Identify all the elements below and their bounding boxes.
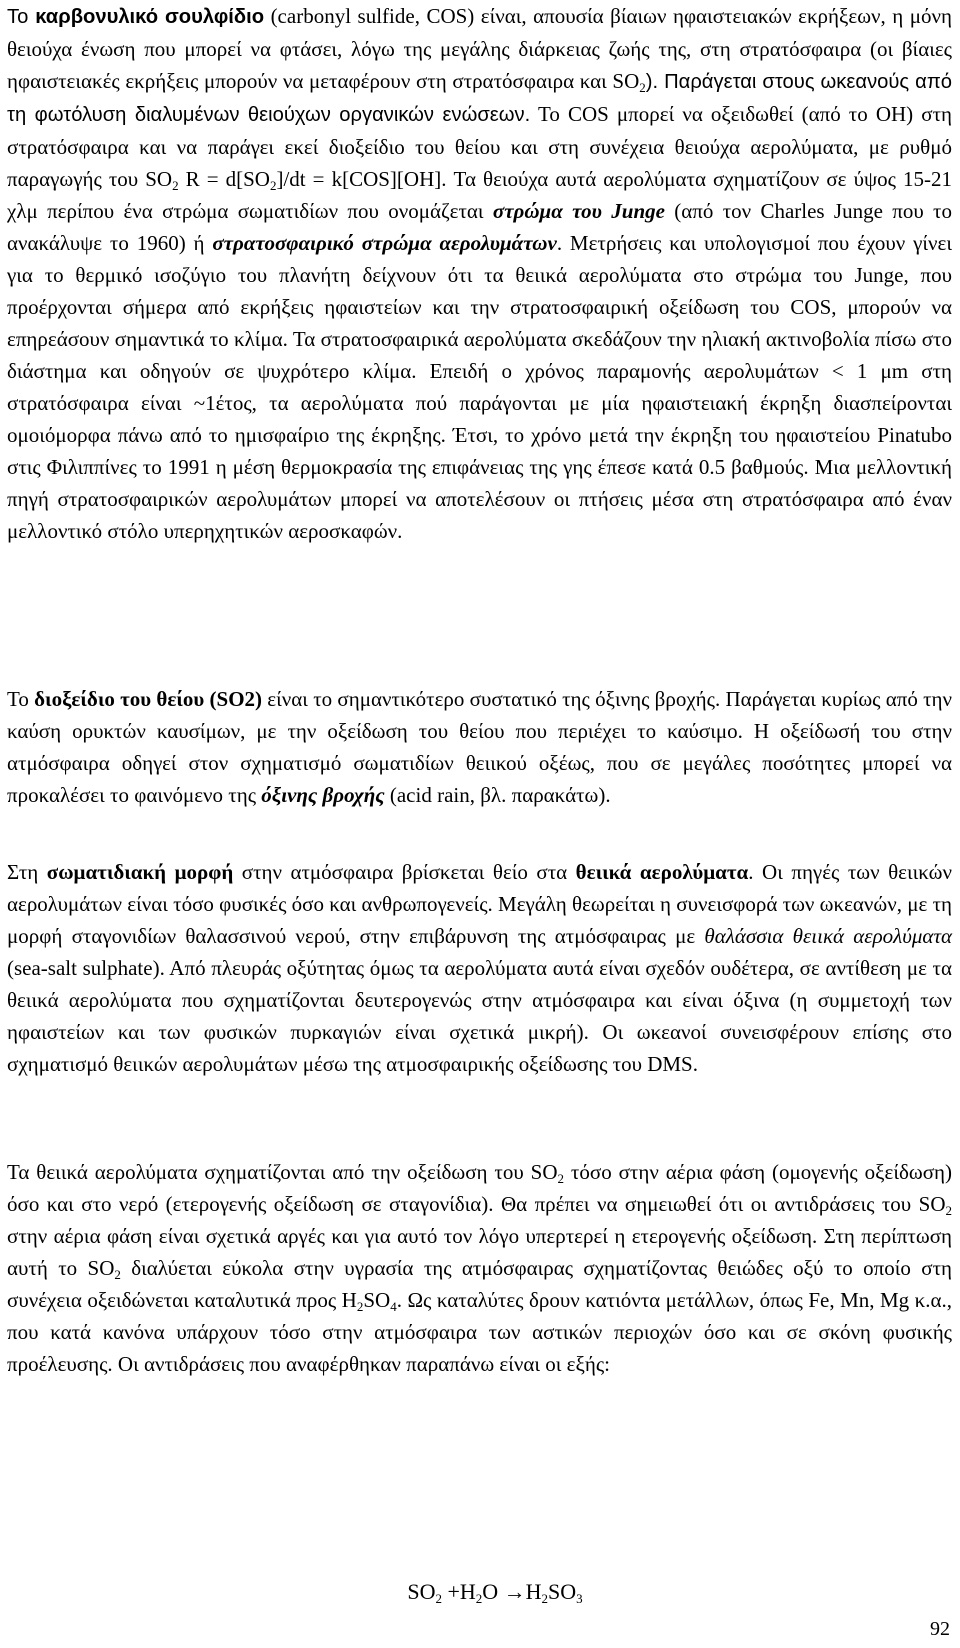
paragraph-sulfate-formation (7, 1156, 952, 1380)
text-run: Το COS μπορεί να οξειδωθεί (από το OH) στη στρατόσφαιρα και να παράγει εκεί διοξείδιο του θείου και στη συνέχεια θειούχα αερολύματα, με ρυθμό παραγωγής του SO (7, 102, 952, 191)
text-run: Το (7, 687, 35, 711)
paragraph-particulate-form (7, 856, 952, 1080)
text-run: (από τον Charles Junge που το ανακάλυψε το 1960) ή (7, 199, 952, 255)
text-run: στην αέρια φάση είναι σχετικά αργές και για αυτό τον λόγο υπερτερεί η ετερογενής οξείδωση. Στη περίπτωση αυτή το SO (7, 1224, 952, 1280)
text-run: . Ως καταλύτες δρουν κατιόντα μετάλλων, όπως Fe, Mn, Mg κ.α., που κατά κανόνα υπάρχουν τόσο στην ατμόσφαιρα των αστικών περιοχών όσο και σε σκόνη φυσικής προέλευσης. Οι αντιδράσεις που αναφέρθηκαν παραπάνω είναι οι εξής: (7, 1288, 952, 1376)
paragraph-carbonyl-sulfide (7, 0, 952, 547)
subscript: 2 (557, 1171, 565, 1186)
text-run: είναι το σημαντικότερο συστατικό της όξινης βροχής. Παράγεται κυρίως από την καύση ορυκτών καυσίμων, με την οξείδωση του θείου που περιέχει το καύσιμο. Η οξείδωσή του στην ατμόσφαιρα οδηγεί στον σχηματισμό σωματιδίων θειικού οξέως, που σε μεγάλες ποσότητες μπορεί να προκαλέσει το φαινόμενο της (7, 687, 953, 807)
subscript: 2 (114, 1267, 121, 1282)
subscript: 3 (576, 1591, 583, 1606)
text-run: (carbonyl sulfide, COS) είναι, απουσία βίαιων ηφαιστειακών εκρήξεων, η μόνη θειούχα ένωση που μπορεί να φτάσει, λόγω της μεγάλης διάρκειας ζωής της, στη στρατόσφαιρα (οι βίαιες ηφαιστειακές εκρήξεις μπορούν να μεταφέρουν στη στρατόσφαιρα και SO (7, 4, 952, 93)
term-carbonyl-sulfide: καρβονυλικό σουλφίδιο (35, 6, 265, 28)
text-run: Τα θειούχα αυτά αερολύματα σχηματίζουν σε ύψος 15-21 χλμ περίπου ένα στρώμα σωματιδίων που ονομάζεται (7, 167, 952, 223)
paragraph-sulfur-dioxide (7, 683, 952, 811)
subscript: 2 (435, 1591, 442, 1606)
term-stratospheric-aerosol-layer: στρατοσφαιρικό στρώμα αερολυμάτων (212, 231, 557, 255)
text-run: (acid rain, βλ. παρακάτω). (384, 783, 611, 807)
subscript: 2 (475, 1591, 483, 1606)
term-sulfate-aerosols: θειικά αερολύματα (575, 860, 749, 884)
term-sea-salt-sulfate: θαλάσσια θειικά αερολύματα (704, 924, 952, 948)
term-sulfur-dioxide: διοξείδιο του θείου (SO2) (34, 687, 263, 711)
text-run: . Οι πηγές των θειικών αερολυμάτων είναι τόσο φυσικές όσο και ανθρωπογενείς. Μεγάλη θεωρείται η συνεισφορά των ωκεανών, με τη μορφή σταγονιδίων θαλασσινού νερού, στην επιβάρυνση της ατμόσφαιρας με (7, 860, 952, 948)
text-run: . Μετρήσεις και υπολογισμοί που έχουν γίνει για το θερμικό ισοζύγιο του πλανήτη δείχνουν ότι τα θειικά αερολύματα στο στρώμα του Junge, που προέρχονται σήμερα από εκρήξεις ηφαιστείων και την στρατοσφαιρική οξείδωση του COS, μπορούν να επηρεάσουν σημαντικά το κλίμα. Τα στρατοσφαιρικά αερολύματα σκεδάζουν την ηλιακή ακτινοβολία πίσω στο διάστημα και οδηγούν σε ψυχρότερο κλίμα. Επειδή ο χρόνος παραμονής αερολυμάτων < 1 μm στη στρατόσφαιρα είναι ~1έτος, τα αερολύματα πού παράγονται με μία ηφαιστειακή έκρηξη διασπείρονται ομοιόμορφα πάνω από το ημισφαίριο της έκρηξης. Έτσι, το χρόνο μετά την έκρηξη του ηφαιστείου Pinatubo στις Φιλιππίνες το 1991 η μέση θερμοκρασία της επιφάνειας της γης έπεσε κατά 0.5 βαθμούς. Μια μελλοντική πηγή στρατοσφαιρικών αερολυμάτων μπορεί να αποτελέσουν οι πτήσεις μέσα στη στρατόσφαιρα από έναν μελλοντικό στόλο υπερηχητικών αεροσκαφών. (7, 231, 952, 543)
subscript: 2 (945, 1203, 952, 1218)
subscript: 2 (269, 178, 277, 193)
text-run: διαλύεται εύκολα στην υγρασία της ατμόσφαιρας σχηματίζοντας θειώδες οξύ το οποίο στη συνέχεια οξειδώνεται καταλυτικά προς H (7, 1256, 953, 1312)
subscript: 2 (172, 178, 179, 193)
page-number: 92 (930, 1618, 950, 1640)
text-run: SO (363, 1288, 391, 1312)
text-run: Τα θειικά αερολύματα σχηματίζονται από την οξείδωση του SO (7, 1160, 558, 1184)
chemical-equation (0, 1576, 960, 1608)
term-acid-rain: όξινης βροχής (261, 783, 385, 807)
text-run: (sea-salt sulphate). Από πλευράς οξύτητας όμως τα αερολύματα αυτά είναι σχεδόν ουδέτερα, σε αντίθεση με τα θειικά αερολύματα που σχηματίζονται δευτερογενώς στην ατμόσφαιρα και είναι όξινα (η συμμετοχή των ηφαιστείων και των φυσικών πυρκαγιών είναι σχετικά μικρή). Οι ωκεανοί συνεισφέρουν επίσης στο σχηματισμό θειικών αερολυμάτων μέσω της ατμοσφαιρικής οξείδωσης του DMS. (7, 956, 952, 1076)
term-junge-layer: στρώμα του Junge (492, 199, 665, 223)
text-run: στην ατμόσφαιρα βρίσκεται θείο στα (233, 860, 576, 884)
subscript: 4 (390, 1299, 397, 1314)
text-run: ]/dt = k[COS][OH]. (276, 167, 447, 191)
eq-term: SO (407, 1579, 436, 1604)
eq-term: +H (441, 1579, 476, 1604)
text-run: τόσο στην αέρια φάση (ομογενής οξείδωση) όσο και στο νερό (ετερογενής οξείδωση σε σταγονίδια). Θα πρέπει να σημειωθεί ότι οι αντιδράσεις του SO (7, 1160, 952, 1216)
text-run: Το (7, 6, 36, 28)
eq-term: O (482, 1579, 504, 1604)
reaction-arrow-icon: → (503, 1579, 526, 1604)
subscript: 2 (541, 1591, 549, 1606)
text-run: R = d[SO (178, 167, 270, 191)
text-run: ). Παράγεται στους ωκεανούς από τη φωτόλυση διαλυμένων θειούχων οργανικών ενώσεων. (7, 71, 952, 126)
subscript: 2 (639, 80, 646, 95)
subscript: 2 (356, 1299, 364, 1314)
eq-term: H (525, 1579, 542, 1604)
text-run: Στη (7, 860, 47, 884)
eq-term: SO (548, 1579, 577, 1604)
term-particulate-form: σωματιδιακή μορφή (46, 860, 234, 884)
